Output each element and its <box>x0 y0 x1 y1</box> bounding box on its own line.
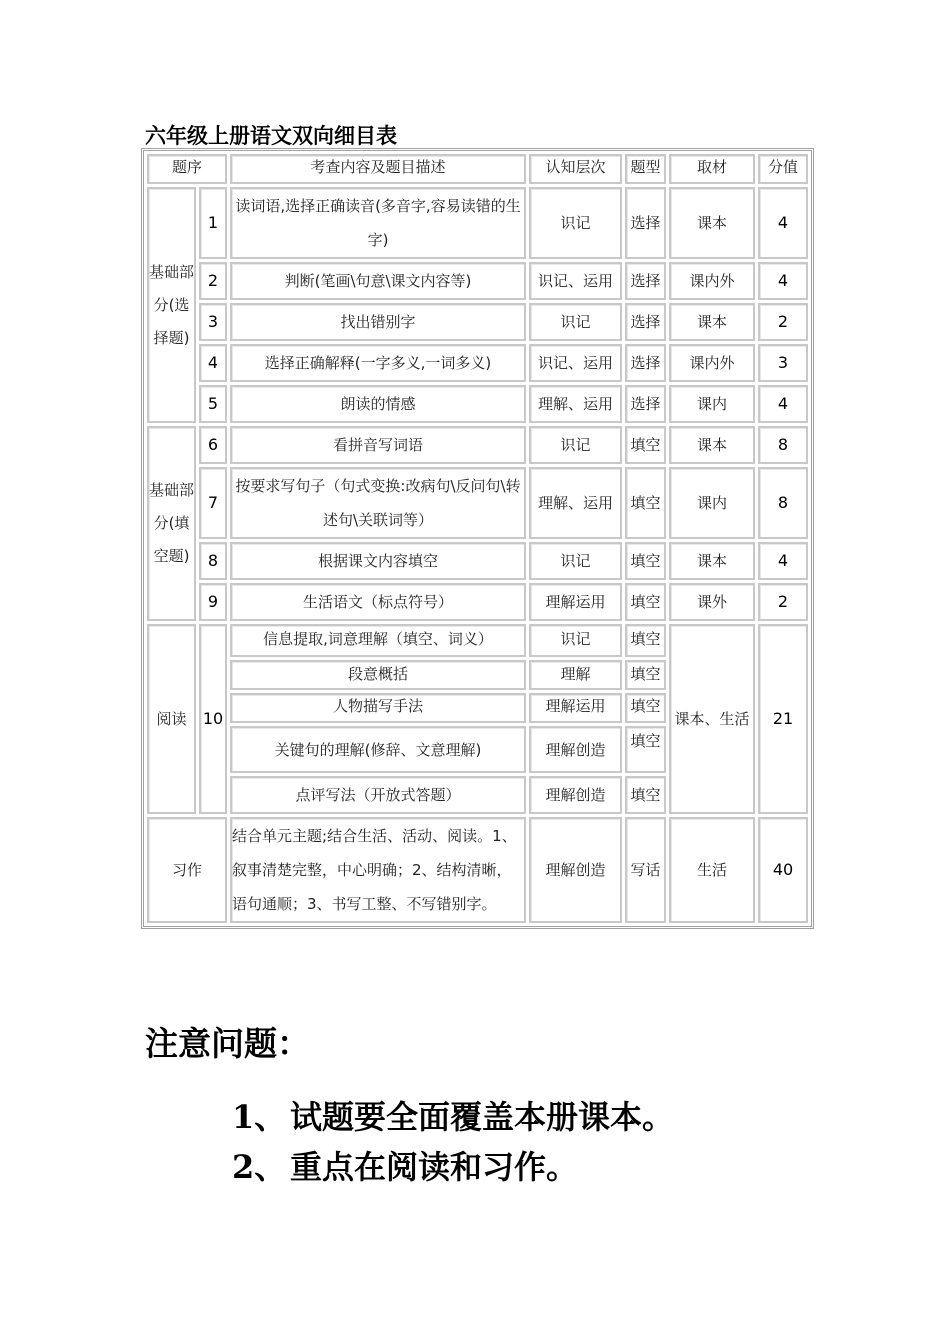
cognitive-level: 识记、运用 <box>529 344 622 382</box>
note-text: 重点在阅读和习作。 <box>290 1148 579 1186</box>
table-row <box>147 624 808 657</box>
document-title: 六年级上册语文双向细目表 <box>145 124 397 148</box>
table-row <box>147 583 808 621</box>
cognitive-level: 识记 <box>529 542 622 580</box>
table-row <box>147 303 808 341</box>
table-row <box>147 542 808 580</box>
question-score: 2 <box>758 303 808 341</box>
question-type: 填空 <box>625 776 666 814</box>
question-score: 4 <box>758 542 808 580</box>
spec-table <box>141 148 814 929</box>
question-type: 选择 <box>625 385 666 423</box>
question-desc: 根据课文内容填空 <box>230 542 526 580</box>
question-source: 课本 <box>669 542 755 580</box>
note-item <box>232 1142 578 1188</box>
question-score: 8 <box>758 426 808 464</box>
cognitive-level: 理解运用 <box>529 693 622 723</box>
question-desc: 关键句的理解(修辞、文意理解) <box>230 726 526 773</box>
question-source: 课本 <box>669 187 755 259</box>
cognitive-level: 识记 <box>529 187 622 259</box>
cognitive-level: 识记、运用 <box>529 262 622 300</box>
question-type: 选择 <box>625 187 666 259</box>
question-type: 选择 <box>625 344 666 382</box>
table-row <box>147 187 808 259</box>
question-source: 课内 <box>669 467 755 539</box>
question-type: 填空 <box>625 726 666 773</box>
table-row <box>147 385 808 423</box>
table-row <box>147 262 808 300</box>
question-type: 填空 <box>625 624 666 657</box>
question-score: 4 <box>758 262 808 300</box>
question-source: 生活 <box>669 817 755 923</box>
question-type: 填空 <box>625 693 666 723</box>
cognitive-level: 识记 <box>529 303 622 341</box>
question-number: 9 <box>199 583 227 621</box>
question-desc: 找出错别字 <box>230 303 526 341</box>
question-desc: 看拼音写词语 <box>230 426 526 464</box>
question-score: 4 <box>758 187 808 259</box>
question-type: 填空 <box>625 467 666 539</box>
question-desc: 信息提取,词意理解（填空、词义） <box>230 624 526 657</box>
cognitive-level: 理解创造 <box>529 776 622 814</box>
table-row <box>147 344 808 382</box>
question-desc: 选择正确解释(一字多义,一词多义) <box>230 344 526 382</box>
note-text: 试题要全面覆盖本册课本。 <box>290 1098 675 1136</box>
question-type: 选择 <box>625 262 666 300</box>
cognitive-level: 理解创造 <box>529 817 622 923</box>
header-cell: 考查内容及题目描述 <box>230 154 526 184</box>
question-source: 课本 <box>669 426 755 464</box>
question-number: 10 <box>199 624 227 814</box>
question-number: 6 <box>199 426 227 464</box>
header-cell: 题序 <box>147 154 227 184</box>
note-item <box>232 1092 674 1138</box>
question-type: 填空 <box>625 660 666 690</box>
note-number: 2、 <box>232 1148 287 1186</box>
question-score: 2 <box>758 583 808 621</box>
cognitive-level: 识记 <box>529 426 622 464</box>
question-number: 1 <box>199 187 227 259</box>
question-desc: 段意概括 <box>230 660 526 690</box>
question-type: 填空 <box>625 583 666 621</box>
question-source: 课外 <box>669 583 755 621</box>
question-source: 课本 <box>669 303 755 341</box>
question-source: 课内外 <box>669 344 755 382</box>
question-number: 7 <box>199 467 227 539</box>
question-source: 课本、生活 <box>669 624 755 814</box>
cognitive-level: 理解 <box>529 660 622 690</box>
cognitive-level: 理解、运用 <box>529 385 622 423</box>
question-score: 21 <box>758 624 808 814</box>
header-cell: 取材 <box>669 154 755 184</box>
question-desc: 读词语,选择正确读音(多音字,容易读错的生字) <box>230 187 526 259</box>
question-number: 5 <box>199 385 227 423</box>
cognitive-level: 理解、运用 <box>529 467 622 539</box>
question-desc: 朗读的情感 <box>230 385 526 423</box>
question-desc: 按要求写句子（句式变换:改病句\反问句\转述句\关联词等） <box>230 467 526 539</box>
header-cell: 分值 <box>758 154 808 184</box>
question-number: 3 <box>199 303 227 341</box>
question-type: 写话 <box>625 817 666 923</box>
notes-title: 注意问题： <box>145 1024 310 1063</box>
question-number: 4 <box>199 344 227 382</box>
cognitive-level: 理解运用 <box>529 583 622 621</box>
question-desc: 结合单元主题;结合生活、活动、阅读。1、叙事清楚完整，中心明确；2、结构清晰，语句通顺；3、书写工整、不写错别字。 <box>230 817 526 923</box>
question-score: 8 <box>758 467 808 539</box>
question-score: 40 <box>758 817 808 923</box>
cognitive-level: 识记 <box>529 624 622 657</box>
question-desc: 人物描写手法 <box>230 693 526 723</box>
question-score: 3 <box>758 344 808 382</box>
note-number: 1、 <box>232 1098 287 1136</box>
question-type: 填空 <box>625 426 666 464</box>
table-row <box>147 467 808 539</box>
question-type: 填空 <box>625 542 666 580</box>
question-number: 8 <box>199 542 227 580</box>
header-row <box>147 154 808 184</box>
section-label: 阅读 <box>147 624 196 814</box>
question-source: 课内 <box>669 385 755 423</box>
question-type: 选择 <box>625 303 666 341</box>
section-label: 习作 <box>147 817 227 923</box>
question-desc: 点评写法（开放式答题） <box>230 776 526 814</box>
header-cell: 认知层次 <box>529 154 622 184</box>
cognitive-level: 理解创造 <box>529 726 622 773</box>
question-source: 课内外 <box>669 262 755 300</box>
question-desc: 判断(笔画\句意\课文内容等) <box>230 262 526 300</box>
section-label: 基础部分(选择题) <box>147 187 196 423</box>
header-cell: 题型 <box>625 154 666 184</box>
table-row <box>147 426 808 464</box>
section-label: 基础部分(填空题) <box>147 426 196 621</box>
question-desc: 生活语文（标点符号） <box>230 583 526 621</box>
question-number: 2 <box>199 262 227 300</box>
question-score: 4 <box>758 385 808 423</box>
table-row <box>147 817 808 923</box>
